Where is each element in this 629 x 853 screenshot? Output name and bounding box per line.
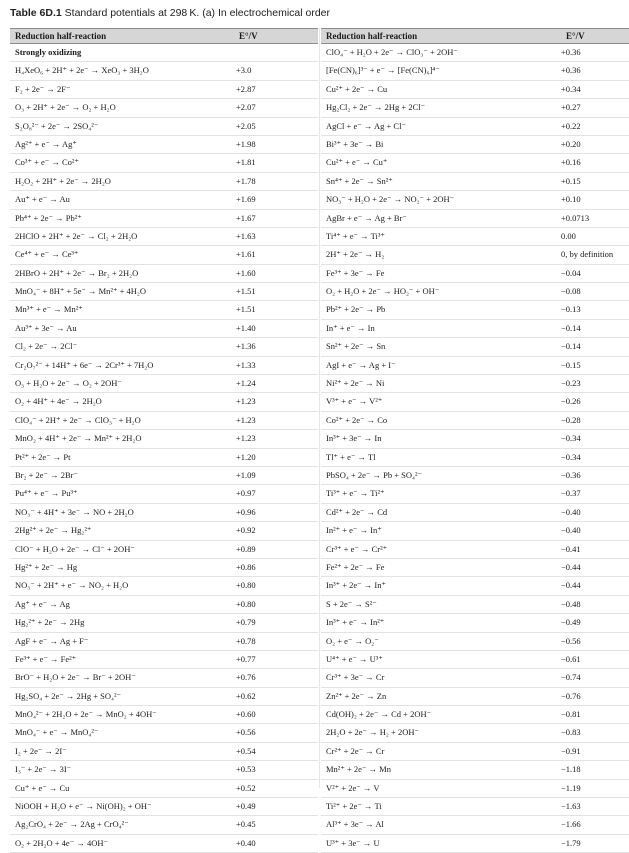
reaction-cell: Cr²⁺ + 2e⁻ → Cr — [326, 745, 385, 756]
potential-cell: −0.15 — [561, 359, 581, 370]
table-row — [10, 357, 318, 375]
reaction-cell: BrO⁻ + H₂O + 2e⁻ → Br⁻ + 2OH⁻ — [15, 672, 136, 683]
reaction-cell: In²⁺ + e⁻ → In⁺ — [326, 525, 382, 536]
potential-cell: +1.20 — [236, 451, 256, 462]
reaction-cell: Br₂ + 2e⁻ → 2Br⁻ — [15, 469, 79, 480]
reaction-cell: NO₃⁻ + 4H⁺ + 3e⁻ → NO + 2H₂O — [15, 506, 134, 517]
potential-cell: +1.63 — [236, 230, 256, 241]
reaction-cell: Tl⁺ + e⁻ → Tl — [326, 451, 376, 462]
table-row — [321, 816, 629, 834]
table-row — [10, 154, 318, 172]
reaction-cell: I₃⁻ + 2e⁻ → 3I⁻ — [15, 764, 72, 775]
potential-cell: +0.77 — [236, 653, 256, 664]
potential-cell: +0.10 — [561, 194, 581, 205]
table-row — [321, 154, 629, 172]
reaction-cell: Hg₂Cl₂ + 2e⁻ → 2Hg + 2Cl⁻ — [326, 102, 426, 113]
table-row — [321, 743, 629, 761]
reaction-cell: Zn²⁺ + 2e⁻ → Zn — [326, 690, 387, 701]
potential-cell: −1.19 — [561, 782, 581, 793]
reaction-cell: Cu⁺ + e⁻ → Cu — [15, 782, 70, 793]
potential-cell: −0.56 — [561, 635, 581, 646]
table-row — [10, 210, 318, 228]
potential-cell: −0.14 — [561, 341, 581, 352]
table-row — [321, 688, 629, 706]
table-row — [321, 228, 629, 246]
reaction-cell: NO₃⁻ + H₂O + 2e⁻ → NO₂⁻ + 2OH⁻ — [326, 194, 455, 205]
table-row — [10, 724, 318, 742]
table-row — [321, 173, 629, 191]
reaction-cell: 2Hg²⁺ + 2e⁻ → Hg₂²⁺ — [15, 525, 92, 536]
table-row — [10, 393, 318, 411]
reaction-cell: Pu⁴⁺ + e⁻ → Pu³⁺ — [15, 488, 78, 499]
reaction-cell: V³⁺ + e⁻ → V²⁺ — [326, 396, 383, 407]
table-row — [321, 81, 629, 99]
potential-cell: +0.89 — [236, 543, 256, 554]
reaction-cell: Pb⁴⁺ + 2e⁻ → Pb²⁺ — [15, 212, 82, 223]
potential-cell: +1.23 — [236, 414, 256, 425]
reaction-cell: O₃ + H₂O + 2e⁻ → O₂ + 2OH⁻ — [15, 378, 122, 389]
table-row — [321, 99, 629, 117]
potential-cell: +0.96 — [236, 506, 256, 517]
reaction-cell: 2HClO + 2H⁺ + 2e⁻ → Cl₂ + 2H₂O — [15, 230, 138, 241]
reaction-cell: NO₃⁻ + 2H⁺ + e⁻ → NO₂ + H₂O — [15, 580, 129, 591]
table-row — [321, 412, 629, 430]
potential-cell: +0.15 — [561, 175, 581, 186]
table-row — [321, 449, 629, 467]
potential-cell: −0.14 — [561, 322, 581, 333]
left-table-body — [10, 44, 318, 853]
table-row — [321, 283, 629, 301]
potential-cell: +0.36 — [561, 65, 581, 76]
reaction-cell: O₂ + e⁻ → O₂⁻ — [326, 635, 379, 646]
header-potential: E°/V — [566, 31, 585, 41]
table-row — [321, 191, 629, 209]
table-row — [10, 816, 318, 834]
potential-cell: +0.97 — [236, 488, 256, 499]
table-row — [10, 706, 318, 724]
potential-cell: −0.28 — [561, 414, 581, 425]
potential-cell: −0.37 — [561, 488, 581, 499]
potential-cell: +1.33 — [236, 359, 256, 370]
reaction-cell: I₂ + 2e⁻ → 2I⁻ — [15, 745, 67, 756]
potential-cell: −1.66 — [561, 819, 581, 830]
table-row — [321, 393, 629, 411]
table-row — [321, 596, 629, 614]
potential-cell: +1.51 — [236, 304, 256, 315]
potential-cell: −0.34 — [561, 451, 581, 462]
potential-cell: +0.27 — [561, 102, 581, 113]
reaction-cell: U⁴⁺ + e⁻ → U³⁺ — [326, 653, 383, 664]
potential-cell: +1.78 — [236, 175, 256, 186]
reaction-cell: H₄XeO₆ + 2H⁺ + 2e⁻ → XeO₃ + 3H₂O — [15, 65, 149, 76]
potential-cell: −0.26 — [561, 396, 581, 407]
reaction-cell: Co³⁺ + e⁻ → Co²⁺ — [15, 157, 79, 168]
reaction-cell: V²⁺ + 2e⁻ → V — [326, 782, 380, 793]
potential-cell: +0.52 — [236, 782, 256, 793]
table-row — [321, 541, 629, 559]
reaction-cell: Pb²⁺ + 2e⁻ → Pb — [326, 304, 386, 315]
potential-cell: −0.81 — [561, 709, 581, 720]
reaction-cell: Hg₂SO₄ + 2e⁻ → 2Hg + SO₄²⁻ — [15, 690, 122, 701]
potential-cell: +0.60 — [236, 709, 256, 720]
reaction-cell: Ag₂CrO₄ + 2e⁻ → 2Ag + CrO₄²⁻ — [15, 819, 129, 830]
table-row — [10, 338, 318, 356]
reaction-cell: Cu²⁺ + e⁻ → Cu⁺ — [326, 157, 388, 168]
table-row — [10, 504, 318, 522]
reaction-cell: Cd²⁺ + 2e⁻ → Cd — [326, 506, 388, 517]
header-reaction: Reduction half-reaction — [15, 31, 107, 41]
table-row — [10, 559, 318, 577]
reaction-cell: MnO₂ + 4H⁺ + 2e⁻ → Mn²⁺ + 2H₂O — [15, 433, 142, 444]
potential-cell: +0.54 — [236, 745, 256, 756]
reaction-cell: Co²⁺ + 2e⁻ → Co — [326, 414, 388, 425]
potential-cell: +1.24 — [236, 378, 256, 389]
reaction-cell: Bi³⁺ + 3e⁻ → Bi — [326, 138, 384, 149]
reaction-cell: NiOOH + H₂O + e⁻ → Ni(OH)₂ + OH⁻ — [15, 801, 152, 812]
reaction-cell: MnO₄²⁻ + 2H₂O + 2e⁻ → MnO₂ + 4OH⁻ — [15, 709, 157, 720]
reaction-cell: Fe³⁺ + 3e⁻ → Fe — [326, 267, 385, 278]
potential-cell: +1.09 — [236, 469, 256, 480]
potential-cell: +0.56 — [236, 727, 256, 738]
table-row — [10, 136, 318, 154]
reaction-cell: Fe³⁺ + e⁻ → Fe²⁺ — [15, 653, 77, 664]
reaction-cell: S₂O₈²⁻ + 2e⁻ → 2SO₄²⁻ — [15, 120, 99, 131]
reaction-cell: Ni²⁺ + 2e⁻ → Ni — [326, 378, 385, 389]
table-row — [321, 559, 629, 577]
potential-cell: +0.76 — [236, 672, 256, 683]
potential-cell: +0.92 — [236, 525, 256, 536]
potential-cell: −1.63 — [561, 801, 581, 812]
reaction-cell: O₂ + 4H⁺ + 4e⁻ → 2H₂O — [15, 396, 102, 407]
potential-cell: +2.05 — [236, 120, 256, 131]
potential-cell: +2.07 — [236, 102, 256, 113]
potential-cell: +3.0 — [236, 65, 252, 76]
reaction-cell: Al³⁺ + 3e⁻ → Al — [326, 819, 384, 830]
table-row — [321, 522, 629, 540]
potential-cell: +1.81 — [236, 157, 256, 168]
table-row — [10, 688, 318, 706]
reaction-cell: O₃ + 2H⁺ + 2e⁻ → O₂ + H₂O — [15, 102, 116, 113]
reaction-cell: In³⁺ + e⁻ → In²⁺ — [326, 617, 385, 628]
reaction-cell: U³⁺ + 3e⁻ → U — [326, 837, 380, 848]
table-row — [321, 724, 629, 742]
potential-cell: +0.16 — [561, 157, 581, 168]
reaction-cell: O₂ + H₂O + 2e⁻ → HO₂⁻ + OH⁻ — [326, 286, 440, 297]
table-row — [321, 798, 629, 816]
reaction-cell: H₂O₂ + 2H⁺ + 2e⁻ → 2H₂O — [15, 175, 111, 186]
reaction-cell: Mn²⁺ + 2e⁻ → Mn — [326, 764, 391, 775]
potential-cell: −0.41 — [561, 543, 581, 554]
potential-cell: −0.40 — [561, 506, 581, 517]
table-row — [321, 136, 629, 154]
potential-cell: +1.51 — [236, 286, 256, 297]
potential-cell: −0.83 — [561, 727, 581, 738]
table-row — [321, 669, 629, 687]
reaction-cell: Cu²⁺ + 2e⁻ → Cu — [326, 83, 388, 94]
reaction-cell: Pt²⁺ + 2e⁻ → Pt — [15, 451, 71, 462]
table-title — [10, 6, 330, 20]
table-row — [321, 301, 629, 319]
table-row — [321, 265, 629, 283]
potential-cell: +0.45 — [236, 819, 256, 830]
table-row — [10, 81, 318, 99]
reaction-cell: MnO₄⁻ + 8H⁺ + 5e⁻ → Mn²⁺ + 4H₂O — [15, 286, 146, 297]
potential-cell: +0.86 — [236, 561, 256, 572]
table-row — [10, 761, 318, 779]
potential-cell: −1.79 — [561, 837, 581, 848]
table-row — [321, 780, 629, 798]
reaction-cell: S + 2e⁻ → S²⁻ — [326, 598, 377, 609]
potential-cell: −0.36 — [561, 469, 581, 480]
potential-cell: −0.23 — [561, 378, 581, 389]
potential-cell: +0.20 — [561, 138, 581, 149]
table-row — [321, 761, 629, 779]
right-table-body — [321, 44, 629, 853]
table-row — [321, 118, 629, 136]
potential-cell: +1.67 — [236, 212, 256, 223]
table-row — [10, 320, 318, 338]
reaction-cell: Au³⁺ + 3e⁻ → Au — [15, 322, 77, 333]
table-row — [10, 412, 318, 430]
potential-cell: −0.34 — [561, 433, 581, 444]
reaction-cell: Strongly oxidizing — [15, 47, 82, 57]
reaction-cell: Ag²⁺ + e⁻ → Ag⁺ — [15, 138, 77, 149]
table-header — [321, 28, 629, 44]
table-row — [10, 44, 318, 62]
reaction-cell: Cr³⁺ + 3e⁻ → Cr — [326, 672, 385, 683]
table-row — [321, 504, 629, 522]
table-row — [10, 669, 318, 687]
potential-cell: +1.40 — [236, 322, 256, 333]
table-row — [10, 541, 318, 559]
reaction-cell: F₂ + 2e⁻ → 2F⁻ — [15, 83, 71, 94]
table-row — [10, 99, 318, 117]
reaction-cell: Fe²⁺ + 2e⁻ → Fe — [326, 561, 385, 572]
reaction-cell: MnO₄⁻ + e⁻ → MnO₄²⁻ — [15, 727, 99, 738]
header-reaction: Reduction half-reaction — [326, 31, 418, 41]
table-row — [10, 173, 318, 191]
table-header — [10, 28, 318, 44]
potential-cell: +1.36 — [236, 341, 256, 352]
table-caption: Standard potentials at 298 K. (a) In electrochemical order — [64, 7, 331, 19]
reaction-cell: Ti⁴⁺ + e⁻ → Ti³⁺ — [326, 230, 385, 241]
table-row — [10, 467, 318, 485]
table-row — [321, 467, 629, 485]
potential-cell: +0.78 — [236, 635, 256, 646]
reaction-cell: Hg²⁺ + 2e⁻ → Hg — [15, 561, 78, 572]
reaction-cell: 2HBrO + 2H⁺ + 2e⁻ → Br₂ + 2H₂O — [15, 267, 139, 278]
reaction-cell: AgF + e⁻ → Ag + F⁻ — [15, 635, 89, 646]
table-row — [321, 62, 629, 80]
reaction-cell: ClO₄⁻ + 2H⁺ + 2e⁻ → ClO₃⁻ + H₂O — [15, 414, 141, 425]
table-row — [10, 246, 318, 264]
table-row — [10, 375, 318, 393]
potential-cell: −0.49 — [561, 617, 581, 628]
potential-cell: −0.61 — [561, 653, 581, 664]
potential-cell: −0.76 — [561, 690, 581, 701]
table-row — [10, 633, 318, 651]
header-potential: E°/V — [239, 31, 258, 41]
reaction-cell: Cd(OH)₂ + 2e⁻ → Cd + 2OH⁻ — [326, 709, 432, 720]
reaction-cell: 2H₂O + 2e⁻ → H₂ + 2OH⁻ — [326, 727, 419, 738]
table-row — [321, 651, 629, 669]
reaction-cell: Ce⁴⁺ + e⁻ → Ce³⁺ — [15, 249, 79, 260]
reaction-cell: In⁺ + e⁻ → In — [326, 322, 375, 333]
potential-cell: 0, by definition — [561, 249, 614, 260]
reaction-cell: [Fe(CN)₆]³⁻ + e⁻ → [Fe(CN)₆]⁴⁻ — [326, 65, 440, 76]
table-row — [10, 449, 318, 467]
reaction-cell: Ag⁺ + e⁻ → Ag — [15, 598, 70, 609]
potential-cell: +0.53 — [236, 764, 256, 775]
reaction-cell: In³⁺ + 2e⁻ → In⁺ — [326, 580, 386, 591]
table-row — [321, 44, 629, 62]
potential-cell: +1.23 — [236, 396, 256, 407]
table-row — [321, 246, 629, 264]
table-row — [321, 835, 629, 853]
reaction-cell: Au⁺ + e⁻ → Au — [15, 194, 70, 205]
table-row — [10, 430, 318, 448]
table-row — [10, 596, 318, 614]
table-row — [10, 743, 318, 761]
table-row — [10, 228, 318, 246]
table-row — [10, 835, 318, 853]
potential-cell: +0.80 — [236, 598, 256, 609]
table-row — [321, 706, 629, 724]
table-row — [10, 118, 318, 136]
potential-cell: +0.79 — [236, 617, 256, 628]
potential-cell: +0.36 — [561, 47, 581, 57]
potential-cell: +1.61 — [236, 249, 256, 260]
table-row — [10, 614, 318, 632]
potential-cell: +1.60 — [236, 267, 256, 278]
table-row — [321, 430, 629, 448]
potential-cell: +0.62 — [236, 690, 256, 701]
reaction-cell: Sn⁴⁺ + 2e⁻ → Sn²⁺ — [326, 175, 393, 186]
potential-cell: −1.18 — [561, 764, 581, 775]
reaction-cell: Mn³⁺ + e⁻ → Mn²⁺ — [15, 304, 83, 315]
potential-cell: +0.80 — [236, 580, 256, 591]
reaction-cell: Ti²⁺ + 2e⁻ → Ti — [326, 801, 382, 812]
table-row — [321, 577, 629, 595]
reaction-cell: AgI + e⁻ → Ag + I⁻ — [326, 359, 396, 370]
table-row — [10, 301, 318, 319]
potential-cell: −0.91 — [561, 745, 581, 756]
reaction-cell: AgBr + e⁻ → Ag + Br⁻ — [326, 212, 407, 223]
reaction-cell: PbSO₄ + 2e⁻ → Pb + SO₄²⁻ — [326, 469, 422, 480]
potential-cell: −0.40 — [561, 525, 581, 536]
potential-cell: +2.87 — [236, 83, 256, 94]
potential-cell: −0.13 — [561, 304, 581, 315]
table-row — [10, 191, 318, 209]
table-row — [10, 265, 318, 283]
reaction-cell: ClO₄⁻ + H₂O + 2e⁻ → ClO₃⁻ + 2OH⁻ — [326, 47, 458, 57]
table-row — [321, 210, 629, 228]
potential-cell: +0.40 — [236, 837, 256, 848]
reaction-cell: 2H⁺ + 2e⁻ → H₂ — [326, 249, 385, 260]
reaction-cell: Cr₂O₇²⁻ + 14H⁺ + 6e⁻ → 2Cr³⁺ + 7H₂O — [15, 359, 154, 370]
table-row — [10, 798, 318, 816]
table-row — [10, 485, 318, 503]
potential-cell: +0.34 — [561, 83, 581, 94]
table-row — [10, 283, 318, 301]
right-table — [321, 28, 629, 853]
left-table — [10, 28, 318, 853]
potential-cell: +0.0713 — [561, 212, 590, 223]
potential-cell: −0.74 — [561, 672, 581, 683]
potential-cell: −0.44 — [561, 561, 581, 572]
reaction-cell: Hg₂²⁺ + 2e⁻ → 2Hg — [15, 617, 85, 628]
potential-cell: −0.08 — [561, 286, 581, 297]
table-row — [10, 780, 318, 798]
column-divider — [319, 28, 320, 788]
potential-cell: −0.44 — [561, 580, 581, 591]
reaction-cell: Cr³⁺ + e⁻ → Cr²⁺ — [326, 543, 388, 554]
potential-cell: +1.23 — [236, 433, 256, 444]
table-row — [321, 357, 629, 375]
table-row — [321, 375, 629, 393]
table-row — [321, 320, 629, 338]
potential-cell: −0.04 — [561, 267, 581, 278]
table-row — [321, 485, 629, 503]
potential-cell: +1.98 — [236, 138, 256, 149]
table-row — [321, 338, 629, 356]
table-row — [10, 651, 318, 669]
reaction-cell: Sn²⁺ + 2e⁻ → Sn — [326, 341, 386, 352]
table-row — [10, 522, 318, 540]
table-number: Table 6D.1 — [10, 7, 62, 19]
potential-cell: +0.22 — [561, 120, 581, 131]
potential-cell: 0.00 — [561, 230, 576, 241]
potential-cell: −0.48 — [561, 598, 581, 609]
reaction-cell: In³⁺ + 3e⁻ → In — [326, 433, 382, 444]
reaction-cell: O₂ + 2H₂O + 4e⁻ → 4OH⁻ — [15, 837, 108, 848]
potential-cell: +1.69 — [236, 194, 256, 205]
table-row — [321, 633, 629, 651]
reaction-cell: Ti³⁺ + e⁻ → Ti²⁺ — [326, 488, 385, 499]
reaction-cell: ClO⁻ + H₂O + 2e⁻ → Cl⁻ + 2OH⁻ — [15, 543, 135, 554]
table-row — [321, 614, 629, 632]
table-row — [10, 577, 318, 595]
potential-cell: +0.49 — [236, 801, 256, 812]
reaction-cell: AgCl + e⁻ → Ag + Cl⁻ — [326, 120, 406, 131]
reaction-cell: Cl₂ + 2e⁻ → 2Cl⁻ — [15, 341, 78, 352]
table-row — [10, 62, 318, 80]
